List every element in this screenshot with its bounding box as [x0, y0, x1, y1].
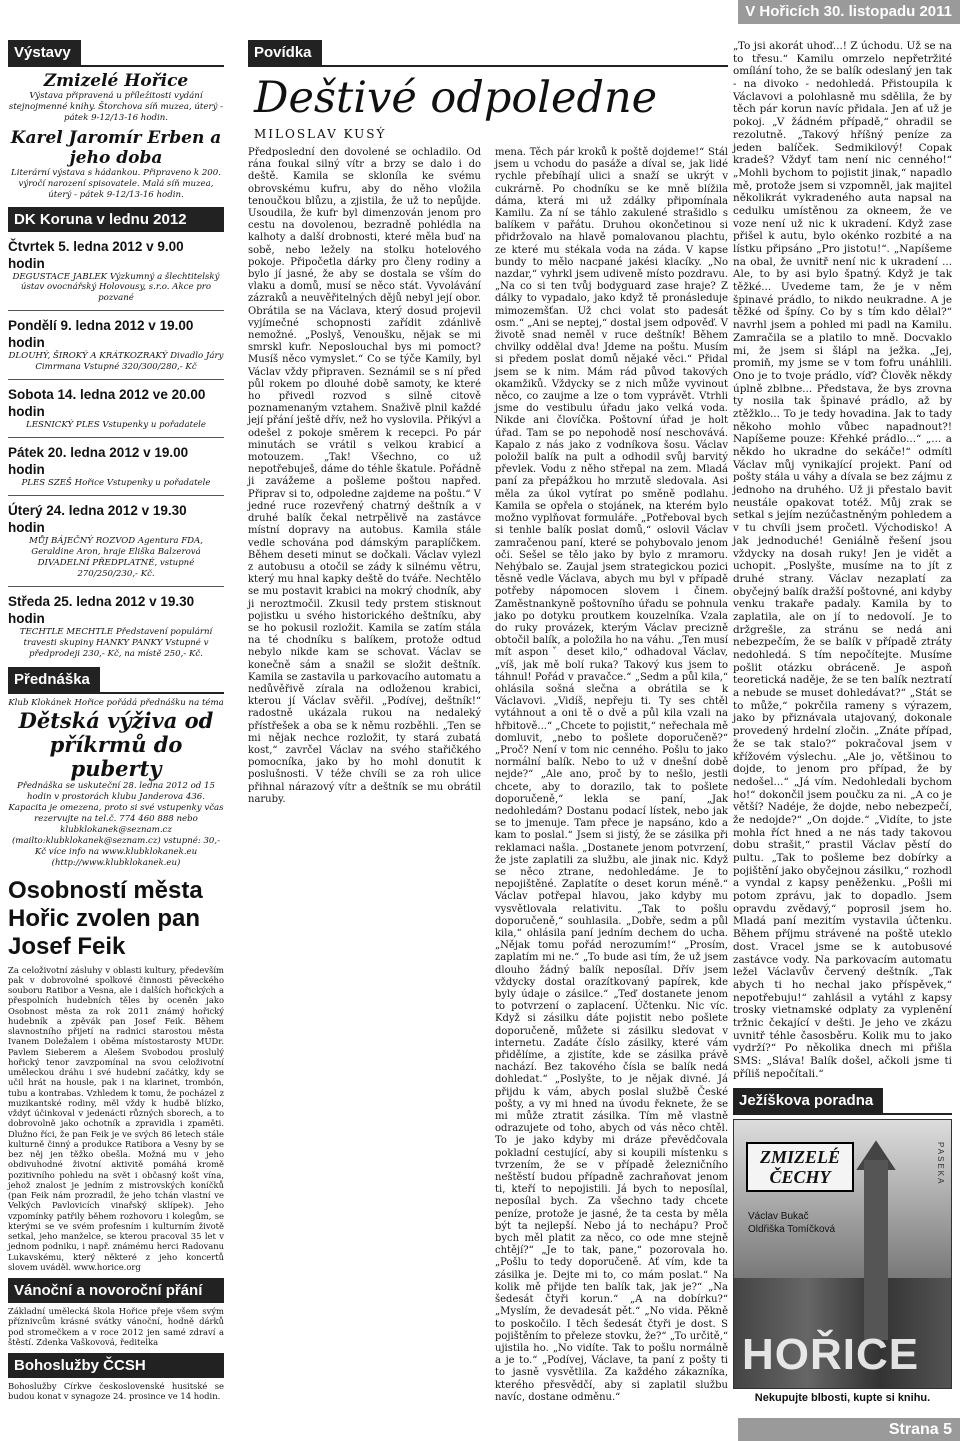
event-text: DLOUHÝ, ŠIROKÝ A KRÁTKOZRAKÝ Divadlo Járy Cimrmana Vstupné 320/300/280,- Kč: [8, 351, 224, 373]
lecture-text: Přednáška se uskuteční 28. ledna 2012 od 15 hodin v prostorách klubu Janderova 436. Kapacita je omezena, proto si své vstupenky včas rezervujte na tel.č. 774 460 888 nebo klubklokanek@seznam.cz (mailto:klubklokanek@seznam.cz) vstupné: 30,- Kč více info na www.klubklokanek.eu (http://www.klubklokanek.eu): [8, 781, 224, 868]
page-footer: [0, 1418, 960, 1441]
event-text: MŮJ BÁJEČNÝ ROZVOD Agentura FDA, Geraldine Aron, hraje Eliška Balzerová DIVADELNÍ PŘEDPLATNÉ, vstupné 270/250/230,- Kč.: [28, 535, 203, 579]
section-tag-dk-koruna: DK Koruna v lednu 2012: [8, 207, 224, 232]
exhibition-title-2: Karel Jaromír Erben a jeho doba: [10, 127, 222, 168]
event-list: [8, 238, 224, 660]
event-date: Sobota 14. ledna 2012 ve 20.00 hodin: [8, 387, 206, 420]
publisher-mark: PASEKA: [936, 1142, 945, 1186]
book-caption: Nekupujte blbosti, kupte si knihu.: [754, 1392, 931, 1405]
feik-article: Za celoživotní zásluhy v oblasti kultury, především pak v dobrovolné spolkové činnosti pěveckého souboru Ratibor a Vesna, ale i dalších hořických a přespolních hudebních těles by oceněn jako Osobnost města za rok 2011 známý hořický hudebník a zpěvák pan Josef Feik. Během slavnostního přijetí na radnici starostou města Ivanem Doležalem i oběma místostarosty MUDr. Pavlem Sieberem a Alešem Svobodou proslulý hořický tenor zavzpomínal na svou celoživotní uměleckou dráhu i své hudební začátky, kdy se učil hrát na housle, pak i na klarinet, trombón, tubu a kontrabas. Vzhledem k tomu, že pocházel z muzikantské rodiny, měl vždy k hudbě blízko, vždyť účinkoval v jedenácti různých sborech, a to dobrovolně jako ochotník a zpravidla i zpaměti. Dlužno říci, že pan Feik je ve svých 86 letech stále kulturně činný a produkce Ratibora a Vesny by se bez něj jen těžko obešla. Možná mu v jeho obdivuhodné životní aktivitě pomáhá kromě pozitivního pohledu na svět i občasný košt vína, jehož znalost je jedním z mistrovských koníčků (pan Feik nám prozradil, že jeho tchán vlastní ve Velkých Pavlovicích vinařský sklípek). Jeho vzpomínky patřily během rozhovoru i kolegům, se kterými se ve svém profesním i kulturním životě setkal, jeho manželce, se kterou pracoval 35 let v jednom podniku, i např. známému herci Radovanu Lukavskému, který některé z jeho koncertů slovem uváděl. www.horice.org: [8, 964, 224, 1272]
section-tag-vystavy: Výstavy: [8, 40, 81, 65]
event-text: TECHTLE MECHTLE Představení populární travesti skupiny HANKY PANKY Vstupné v předprodeji 230,- Kč, na místě 250,- Kč.: [19, 626, 213, 659]
story-text-right: mena. Těch pár kroků k poště dojdeme!“ Stál jsem u vchodu do pasáže a díval se, jak lidé rychle přebíhají ulici a snaží se ukrýt v cukrárně. Po chodníku se ke mně blížila dáma, která mi už zdálky připomínala Kamilu. Za ní se táhlo zakulené strašidlo s balíkem v pařátu. Druhou okončetinou si přidržovalo na hlavě pomalovanou plachtu, ze které mu stékala voda na záda. V kapse bundy to mělo nacpané jakési klacíky. „No nazdar,“ vyhrkl jsem udiveně místo pozdravu. „Na co si ten tvůj bodyguard zase hraje? Z dálky to vypadalo, jako když tě pronásleduje mimozemšťan. Už chci volat sto padesát osm.“ „Ani se neptej,“ dostal jsem odpověď. V životě snad neměl v ruce deštník! Během chvilky oddělal dva! Jdeme na poštu. Musím si předem poslat domů nějaké věci.“ Přidal jsem se k nim. Mám rád původ takových okamžiků. Vždycky se z nich může vyvinout něco, co zaujme a lze o tom vyprávět. Vtrhli jsme do vestibulu úřadu jako velká voda. Nikde ani človíčka. Poštovní úřad je holt úřad. Tam se po nepohodě nosí neschovává. Kapalo z nás jako z vodníkova šosu. Václav položil balík na pult a odhodil svůj barvitý převlek. Vodu z něho střepal na zem. Mladá paní za přepážkou ho mrzutě sledovala. Asi měla za úkol vytírat po směně podlahu. Kamila se opřela o stojánek, na kterém bylo možno vyplňovat formuláře. „Potřeboval bych si tenhle balík poslat domů,“ oslovil Václav zamračenou paní, které se pohybovalo jenom oči. Sešel se tělo jako by bylo z mramoru. Nehýbalo se. Zaujal jsem strategickou pozici těsně vedle Václava, abych mu byl v případě potřeby nápomocen slovem i činem. Zaměstnankyně poštovního úřadu se pohnula jako po dotyku proutkem kouzelníka. Vzala do ruky provázek, kterým Václav precizně obtočil balík, a položila ho na váhu. „Ten musí mít asponˇ deset kilo,“ odhadoval Václav, „víš, jak mě bolí ruka? Takový kus jsem to táhnul! Pořád v pravačce.“ „Sedm a půl kila,“ ohlásila sošná slečna a obrátila se k Václavovi. „Vidíš, nepřeju ti. Ty ses chtěl vytáhnout a oni tě o dvě a půl kila vzali na hřbitově...“ „Chcete to pojistit,“ neřechala mě domluvit, „nebo to pošlete doporučeně?“ „Proč? Není v tom nic cenného. Pošlu to jako normální balík. Nebo to už v dnešní době nejde?“ „Ale ano, proč by to nešlo, jestli chcete, aby to dorazilo, tak to pošlete doporučeně,“ lekla se paní, „Jak nedohledám? Dostanu podací lístek, nebo jak se to jmenuje. Tam přece je napsáno, kdo a kam to poslal.“ Jsem si jistý, že se zásilka při reklamaci našla. „Dostanete jenom potvrzení, že jste zaplatili za službu, ale jinak nic. Když se něco ztrane, nedohledáme. Je to nepojištěné. Zaplatíte o deset korun méně.“ Václav potřepal hlavou, jako kdyby mu vysvětlovala relativitu. „Tak to pošlu doporučeně,“ souhlasila. „Dobře, sedm a půl kila,“ ohlásila paní jedním dechem do ucha. „Nějak tomu pořád nerozumím!“ „Prosím, zaplatím mi ne.“ „To bude asi tím, že už jsem dlouho žádný balík neposílal. Dřív jsem vždycky dostal orazítkovaný papírek, kde byly údaje o zásilce.“ „Teď dostanete jenom to potvrzení o zaplacení. Účtenku. Nic víc. Když si zásilku dáte pojistit nebo pošlete doporučeně, můžete si zásilku sledovat v internetu. Zadáte číslo zásilky, které vám přidělíme, a zjistíte, kde se zásilka právě nachází. Bez takového čísla se balík nedá dohledat.“ „Poslyšte, to je nějak divné. Já přijdu k vám, abych poslal službě České pošty, a vy mi hned na úvodu řeknete, že se mi může ztratit zásilka. Tím mě vlastně odrazujete od toho, abych od vás něco chtěl. To je jako kdyby mi dráze převědčovala pokladní cestující, aby si koupili místenku s tvrzením, že se v případě železničního neštěstí budou případně zachraňovat jenom ti, kteří to nepojistili. Já bych to neposílal, neposílal bych. Za všechno tady chcete peníze, protože je jasné, že ta cesta by měla být ta nejlepší. Nebo já to nechápu? Proč bych měl platit za něco, co ode mne stejně chtějí?“ „Je to tak, pane,“ pozorovala ho. „Pošlu to tedy doporučeně. Ať vím, kde ta zásilka je. Dejte mi to, co mám poslat.“ Na kolik mě přijde ten balík tak, jak je?“ „Na šedesát čtyři korun.“ „A na dobírku?“ „Myslím, že devadesát pět.“ „No vida. Pěkně to poskočilo. I těch šedesát čtyři je dost. S pojištěním to přeleze stovku, že?“ „To určitě,“ ujistila ho. „No vidíte. Tak to pošlu normálně a je to.“ „Podívej, Václave, ta paní z pošty ti to jasně vysvětlila. Za každého zákazníka, kterého přesvědčí, aby si zaplatil službu navíc, dostane odměnu.“: [495, 147, 728, 1403]
story-body: [248, 147, 728, 1404]
story-text-left: Předposlední den dovolené se ochladilo. Od rána foukal silný vítr a brzy se dalo i do deště. Kamila se skloníla ke svému obrovskému kufru, aby do něho vložila tenoučkou blůzu, a zjistila, že už to nepůjde. Usoudila, že kufr byl dimenzován jenom pro cestu na dovolenou, bezradně pohlédla na kalhoty a další drobnosti, které měla buď na sobě, nebo ležely na stolku hotelového pokoje. Připočetla dárky pro členy rodiny a bylo jí jasné, že aby se dostala se vším do vlaku a domů, musí se něco stát. Vyvolávání zázraků a neuvěřitelných dějů nebyl její obor. Obrátila se na Václava, který dosud projevil vyjímečné schopnosti zařídit zdánlivě nemožné. „Poslyš, Venoušku, nějak se mi smrskl kufr. Neposlouchal bys mi pomoct? Musíš něco vymyslet.“ Co se týče Kamily, byl Václav vždy připraven. Seznámil se s ní před půl rokem po dlouhé době samoty, ke které ho přivedl rozvod s silně citově poznamenaným vztahem. Snaživě plnil každé její přání ještě dřív, než ho vyslovila. Přikývl a odešel z pokoje směrem k recepci. Po pár minutách se vrátil s velkou krabicí a motouzem. „Tak! Všechno, co už nepotřebuješ, dáme do téhle škatule. Pořádně ji zavážeme a pošleme poštou napřed. Připrav si to, odpoledne zajdeme na poštu.“ V jedné ruce rozevřený chatrný deštník a v druhé balík čekal netrpělivě na zastávce místní dopravy na autobus. Kamila stále vedle schována pod dámským paraplíčkem. Během deseti minut se dočkali. Václav vylezl z autobusu a otočil se zády k silnému větru, který mu hnal kapky deště do tváře. Nechtělo se mu postavit krabici na mokrý chodník, aby ji neroztmočil. Zkusil tedy prstem stisknout pojistku u svého historického deštníku, aby se ho pokusil rozložit. Kamila se zatím stála na té chodníku s balíkem, protože odtud nebylo nikde kam se schovat. Václav se konečně sám a snažil se složit deštník. Kamila se zastavila u parkovacího automatu a nedůvěřivě zírala na odloženou krabici, kterou jí Václav svěřil. „Podívej, deštník!“ radostně ukázala rukou na nedaleký přístřešek a oba se k němu rozběhli. „Ten se mi nějak nechce rozložit, ty stará zubatá kost,“ zavrčel Václav na svého stařičkého pomocníka, jako by ho mohl donutit k poslušnosti. V téže chvíli se za roh ulice přihnal nárazový vítr a deštník se mu obrátil naruby.: [248, 147, 481, 805]
exhibition-text-2: Literární výstava s hádankou. Připraveno k 200. výročí narození spisovatele. Malá síň muzea, úterý - pátek 9-12/13-16 hodin.: [11, 167, 221, 200]
right-column: [733, 40, 952, 1404]
left-column: [8, 40, 224, 1402]
section-tag-povidka: Povídka: [248, 40, 322, 65]
event-date: Pondělí 9. ledna 2012 v 19.00 hodin: [8, 318, 194, 351]
section-tag-jeziskova-poradna: Ježíškova poradna: [733, 1088, 883, 1113]
book-cover-image: [733, 1119, 952, 1389]
event-text: PLES SZEŠ Hořice Vstupenky u pořadatele: [21, 478, 211, 489]
book-authors: Václav Bukač Oldřiška Tomíčková: [748, 1211, 836, 1236]
exhibition-text-1: Výstava připravená u příležitosti vydání stejnojmenné knihy. Štorchova síň muzea, úterý - pátek 9-12/13-16 hodin.: [8, 91, 224, 123]
section-tag-vanoce: Vánoční a novoroční přání: [8, 1278, 224, 1303]
section-tag-bohosluzby: Bohoslužby ČCSH: [8, 1353, 224, 1378]
running-title: V Hořicích 30. listopadu 2011: [738, 0, 960, 24]
story-author: MILOSLAV KUSÝ: [254, 127, 387, 141]
book-logo: ZMIZELÉ ČECHY: [746, 1142, 854, 1192]
event-text: LESNICKÝ PLES Vstupenky u pořadatele: [25, 420, 207, 431]
story-column: [248, 40, 728, 1404]
event-date: Středa 25. ledna 2012 v 19.30 hodin: [8, 593, 195, 626]
story-title: Deštivé odpoledne: [254, 73, 658, 123]
vanoce-text: Základní umělecká škola Hořice přeje všem svým příznivcům krásné svátky vánoční, hodně dárků pod stromečkem a v roce 2012 jen samé zdraví a štěstí. Zdenka Vaškovová, ředitelka: [8, 1306, 224, 1347]
event-date: Pátek 20. ledna 2012 v 19.00 hodin: [8, 445, 189, 478]
feik-headline: Osobností města Hořic zvolen pan Josef Feik: [8, 876, 203, 960]
bohosluzby-text: Bohoslužby Církve československé husitské se budou konat v synagoze 24. prosince ve 14 hodin.: [8, 1381, 224, 1402]
event-date: Úterý 24. ledna 2012 v 19.30 hodin: [8, 502, 187, 535]
page-header: [0, 0, 960, 26]
event-text: DEGUSTACE JABLEK Výzkumný a šlechtitelský ústav ovocnářský Holovousy, s.r.o. Akce pro pozvané: [12, 271, 220, 304]
lecture-intro: Klub Klokánek Hořice pořádá přednášku na téma: [8, 698, 224, 709]
event-date: Čtvrtek 5. ledna 2012 v 9.00 hodin: [8, 238, 184, 271]
section-tag-prednaska: Přednáška: [8, 667, 100, 692]
exhibition-title-1: Zmizelé Hořice: [43, 71, 189, 91]
book-town-title: HOŘICE: [742, 1330, 920, 1380]
lecture-title: Dětská výživa od příkrmů do puberty: [18, 708, 214, 782]
story-continuation: „To jsi akorát uhoď...! Z úchodu. Už se na to třesu.“ Kamilu omrzelo nepřetržité omílání toho, že se balík odeslaný jen tak - na divoko - nedohledá. Přistoupila k Václavovi a polohlasně mu sdělila, že by těch pár korun navíc přidala. Jen ať už je pokoj. „V žádném případě,“ ohradil se rezolutně. „Takový hříšný peníze za jeden balíček. Sedmikilový! Copak kradeš? Vždyť tam není nic cenného!“ „Mohli bychom to pojistit jinak,“ napadlo mě, protože jsem si vzpomněl, jak majitel několikrát vykradeného auta napsal na cedulku umístěnou za okneem, že ve voze není už nic k ukradení. Když zase přišel k autu, bylo okénko rozbité a na lístku připsáno „Pro jistotu!“. „Napíšeme na obal, že uvnitř není nic k ukradení ... Ale, to by asi bylo špatný. Když je tak těžké... Uvedeme tam, že je v něm špinavé prádlo, to nikdo neukradne. A je těžké od špíny. Co by s tím kdo dělal?“ navrhl jsem a pohled mi padl na Kamilu. Zamračila se a platilo to mně. Docvaklo mi, že jsem si šlápl na ježka. „Jej, promiň, my jsme se v tom fofru unáhlili. Ono je to tvoje prádlo, víď? Člověk někdy úplně zblbne... Představa, že bys zrovna ty nosila tak špinavé prádlo, až by ztěžklo... To je tedy hovadina. Jak to tady někoho mohlo vůbec napadnout?! Napíšeme pouze: Křehké prádlo...“ „... a někdo ho ukradne do sekáče!“ odmítl Václav můj vynikající projekt. Paní od pošty stála u váhy a dívala se bez zájmu z jednoho na druhého. Už ji přestalo bavit neustále opakovat totéž. Můj zrak se setkal s jejím nezúčastněným pohledem a v tu chvíli jsem pročetl. Východisko! A jak jednoduché! Geniálně řešení jsou vždycky na dosah ruky! Jen je vidět a uchopit. „Poslyšte, musíme na to jít z druhé strany. Václav nezaplatí za obyčejný balík dražší poštovné, ani kdyby venku trakaře padaly. Kamila by to zaplatila, ale on jí to nedovolí. Je to držgrešle, za stránu se nedá ani nebezpečím, že se balík v případě ztráty nedohledá. S tím nepočítejte. Musíme pošlit otázku obráceně. Je aspoň teoretická naděje, že se ten balík neztratí a nebude se muset dohledávat?“ „Stát se to může,“ pokrčila rameny s výrazem, jako by přiznávala utajovaný, dokonale provedený hrdelní zločin. „Znáte případ, že se tak stalo?“ pokračoval jsem v křížovém výslechu. „Ale jo, většinou to dojde, to jenom pro případ, že by nedošel...“ „Já vím. Nedohledali bychom ho!“ dokončil jsem poučku za ni. „A co je větší? Nadéje, že dojde, nebo nebezpečí, že nedojde?“ „On dojde.“ „Vidíte, to jste mohla říct hned a ne nás tady takovou dobu strašit,“ prastil Václav pěstí do pultu. „Tak to pošleme bez dobírky a pojištění jako obyčejnou zásilku,“ rozhodl a vyndal z kapsy peněženku. „Pošli mi potom zprávu, jak to dopadlo. Jsem opravdu zvědavý,“ poprosil jsem ho. Mladá paní mezitím vystavila účtenku. Během příjmu strávené na poště uteklo dost. Vracel jsme se k autobusové zastávce vody. Na parkovacím automatu ležel Václavův červený deštník. „Tak abych ti ho nechal jako příspěvek,“ nepotřebuju!“ zahlásil a vytáhl z kapsy trosky vietnamské odplaty za vyplenění tržnic čekající v dešti. Je jeho ve zkázu uvnitř téhle časosběru. Kolik mu to jako vydrží?“ Po několika dnech mi přišla SMS: „Sláva! Balík došel, ačkoli jsme ti příliš nepočítali.“: [733, 40, 953, 1080]
page-number: Strana 5: [888, 1421, 952, 1438]
